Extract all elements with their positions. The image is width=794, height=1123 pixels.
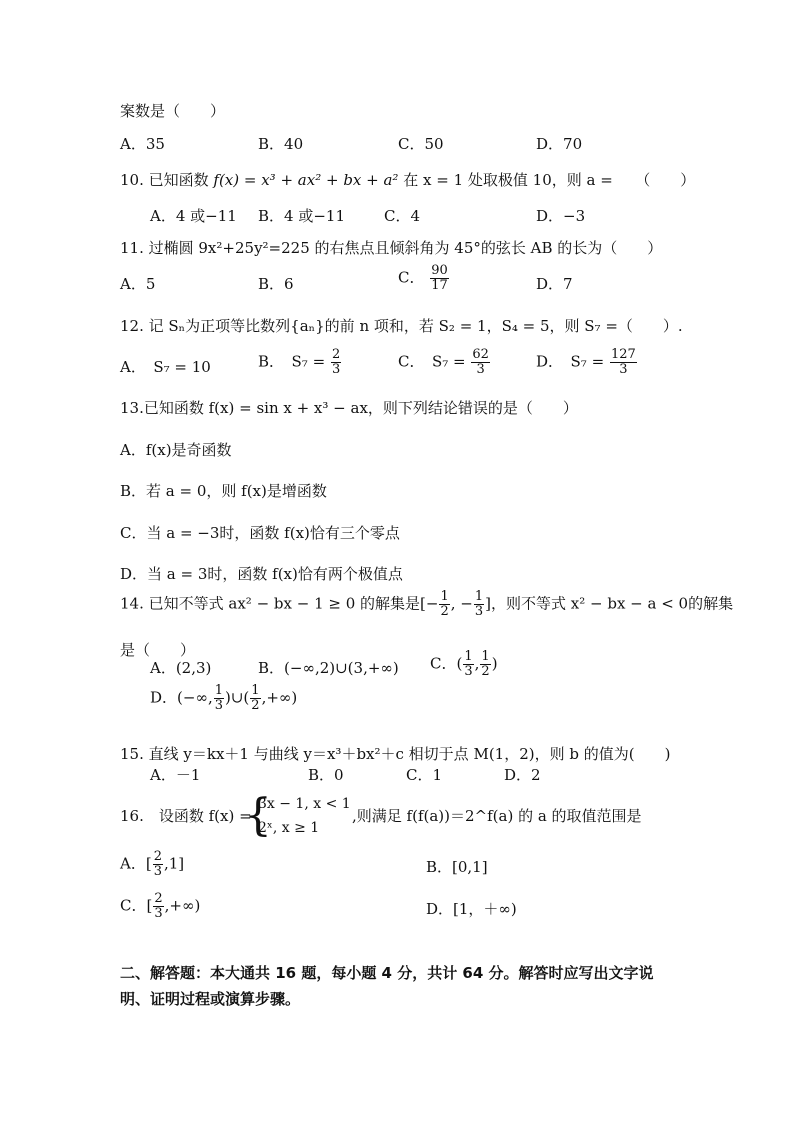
q14-prefix: 14. 已知不等式 ax² − bx − 1 ≥ 0 的解集是[− bbox=[120, 594, 439, 613]
q9-option-a: A．35 bbox=[120, 135, 165, 153]
fraction-numerator: 127 bbox=[610, 347, 636, 362]
q14-question bbox=[120, 590, 733, 619]
q14-option-d-label: D．(−∞, bbox=[150, 688, 213, 707]
q16-option-c-fraction bbox=[153, 892, 163, 921]
fraction-numerator: 62 bbox=[472, 347, 489, 362]
q11-question: 11. 过椭圆 9x²+25y²=225 的右焦点且倾斜角为 45°的弦长 AB 的长为（ ） bbox=[120, 239, 663, 257]
q12-option-d bbox=[536, 348, 638, 377]
q12-option-c bbox=[398, 348, 491, 377]
q16-case-1: 3x − 1, x < 1 bbox=[258, 796, 351, 812]
q9-option-b: B．40 bbox=[258, 135, 304, 153]
fraction-denominator: 3 bbox=[476, 362, 485, 377]
q11-option-c bbox=[398, 264, 450, 293]
fraction-numerator: 1 bbox=[464, 649, 473, 664]
fraction-numerator: 1 bbox=[251, 683, 260, 698]
fraction-numerator: 1 bbox=[214, 683, 223, 698]
q16-option-a bbox=[120, 850, 184, 879]
q10-option-c: C．4 bbox=[384, 207, 421, 225]
q13-question: 13.已知函数 f(x) = sin x + x³ − ax，则下列结论错误的是（ ） bbox=[120, 399, 578, 417]
fraction-numerator: 1 bbox=[440, 589, 449, 604]
q14-mid: , − bbox=[450, 594, 473, 613]
q12-question: 12. 记 Sₙ为正项等比数列{aₙ}的前 n 项和，若 S₂ = 1，S₄ = 5，则 S₇ =（ ）. bbox=[120, 317, 683, 335]
q10-function: f(x) = x³ + ax² + bx + a² bbox=[213, 171, 399, 189]
piecewise-brace: { bbox=[244, 790, 272, 841]
fraction-denominator: 2 bbox=[440, 604, 449, 619]
q14-option-c-label: C．( bbox=[430, 654, 463, 673]
q14-option-d-fraction-2 bbox=[250, 684, 260, 713]
fraction-denominator: 2 bbox=[481, 664, 490, 679]
q10-question bbox=[120, 170, 695, 190]
q11-option-d: D．7 bbox=[536, 275, 573, 293]
fraction-denominator: 3 bbox=[464, 664, 473, 679]
q10-tail: a = （ ） bbox=[586, 171, 696, 189]
q16-option-b: B．[0,1] bbox=[426, 858, 488, 876]
q14-option-c-fraction-1 bbox=[463, 650, 473, 679]
q10-option-d: D．−3 bbox=[536, 207, 586, 225]
q13-option-a: A．f(x)是奇函数 bbox=[120, 441, 232, 459]
fraction-denominator: 3 bbox=[154, 906, 163, 921]
fraction-denominator: 3 bbox=[214, 698, 223, 713]
q16-prefix: 16. 设函数 f(x) = bbox=[120, 807, 252, 825]
fraction-numerator: 2 bbox=[154, 891, 163, 906]
q13-option-b: B．若 a = 0，则 f(x)是增函数 bbox=[120, 482, 327, 500]
q16-option-a-label: A．[ bbox=[120, 854, 152, 873]
fraction-denominator: 3 bbox=[153, 864, 162, 879]
q14-fraction-2 bbox=[474, 590, 484, 619]
q16-option-a-fraction bbox=[153, 850, 163, 879]
q14-fraction-1 bbox=[439, 590, 449, 619]
q16-option-a-suffix: ,1] bbox=[163, 854, 185, 873]
q12-option-d-label: D． S₇ = bbox=[536, 352, 605, 371]
q12-option-b bbox=[258, 348, 342, 377]
q13-option-c: C．当 a = −3时，函数 f(x)恰有三个零点 bbox=[120, 524, 400, 542]
q16-suffix: ,则满足 f(f(a))＝2^f(a) 的 a 的取值范围是 bbox=[352, 807, 642, 825]
fraction-denominator: 3 bbox=[331, 362, 341, 377]
q15-option-a: A．－1 bbox=[150, 766, 201, 784]
q14-option-c: C．( $\frac{1}{3}$ , $\frac{1}{2}$ ) bbox=[430, 649, 498, 679]
q14-option-a: A．(2,3) bbox=[150, 659, 212, 677]
q16-option-c-suffix: ,+∞) bbox=[164, 896, 201, 915]
fraction-numerator: 2 bbox=[331, 347, 341, 362]
q14-option-d-suffix: ,+∞) bbox=[261, 688, 298, 707]
q12-option-d-fraction bbox=[610, 348, 637, 377]
q13-option-d: D．当 a = 3时，函数 f(x)恰有两个极值点 bbox=[120, 565, 403, 583]
q14-line2: 是（ ） bbox=[120, 641, 196, 659]
q12-option-b-fraction bbox=[331, 348, 341, 377]
q15-option-c: C．1 bbox=[406, 766, 443, 784]
q10-prefix: 10. 已知函数 bbox=[120, 171, 209, 189]
q10-option-a: A．4 或−11 bbox=[150, 207, 237, 225]
fraction-numerator: 2 bbox=[153, 849, 162, 864]
q11-option-c-label: C． bbox=[398, 268, 425, 287]
q16-option-d: D．[1，＋∞) bbox=[426, 900, 517, 918]
fraction-numerator: 90 bbox=[431, 263, 448, 278]
q16-option-c-label: C．[ bbox=[120, 896, 153, 915]
fraction-denominator: 17 bbox=[431, 278, 448, 293]
q9-tail: 案数是（ ） bbox=[120, 102, 226, 120]
q9-option-d: D．70 bbox=[536, 135, 583, 153]
section-2-heading: 二、解答题：本大通共 16 题，每小题 4 分，共计 64 分。解答时应写出文字说明、证明过程或演算步骤。 bbox=[120, 964, 654, 1008]
fraction-numerator: 1 bbox=[474, 589, 484, 604]
fraction-numerator: 1 bbox=[481, 649, 490, 664]
q14-option-d-mid: )∪( bbox=[225, 688, 250, 707]
fraction-denominator: 3 bbox=[474, 604, 484, 619]
q12-option-c-label: C． S₇ = bbox=[398, 352, 466, 371]
q14-option-b: B．(−∞,2)∪(3,+∞) bbox=[258, 659, 399, 677]
q15-option-d: D．2 bbox=[504, 766, 541, 784]
q11-option-a: A．5 bbox=[120, 275, 156, 293]
q14-option-c-fraction-2 bbox=[480, 650, 490, 679]
q14-option-d bbox=[150, 684, 297, 713]
q11-option-b: B．6 bbox=[258, 275, 294, 293]
q12-option-c-fraction bbox=[471, 348, 490, 377]
q12-option-b-label: B． S₇ = bbox=[258, 352, 326, 371]
fraction-denominator: 2 bbox=[251, 698, 260, 713]
q11-option-c-fraction bbox=[430, 264, 449, 293]
q15-question: 15. 直线 y＝kx＋1 与曲线 y＝x³＋bx²＋c 相切于点 M(1，2)，则 b 的值为( ) bbox=[120, 745, 671, 763]
fraction-denominator: 3 bbox=[619, 362, 628, 377]
q12-option-a: A． S₇ = 10 bbox=[120, 358, 211, 376]
q14-suffix: ]，则不等式 x² − bx − a < 0的解集 bbox=[485, 594, 734, 613]
q16-option-c bbox=[120, 892, 200, 921]
q15-option-b: B．0 bbox=[308, 766, 344, 784]
q9-option-c: C．50 bbox=[398, 135, 444, 153]
q10-option-b: B．4 或−11 bbox=[258, 207, 345, 225]
q14-option-d-fraction-1 bbox=[214, 684, 224, 713]
q16-case-2: 2ˣ, x ≥ 1 bbox=[258, 820, 320, 836]
q10-mid: 在 x = 1 处取极值 10，则 bbox=[403, 171, 582, 189]
q14-option-c-suffix: ) bbox=[491, 654, 498, 673]
